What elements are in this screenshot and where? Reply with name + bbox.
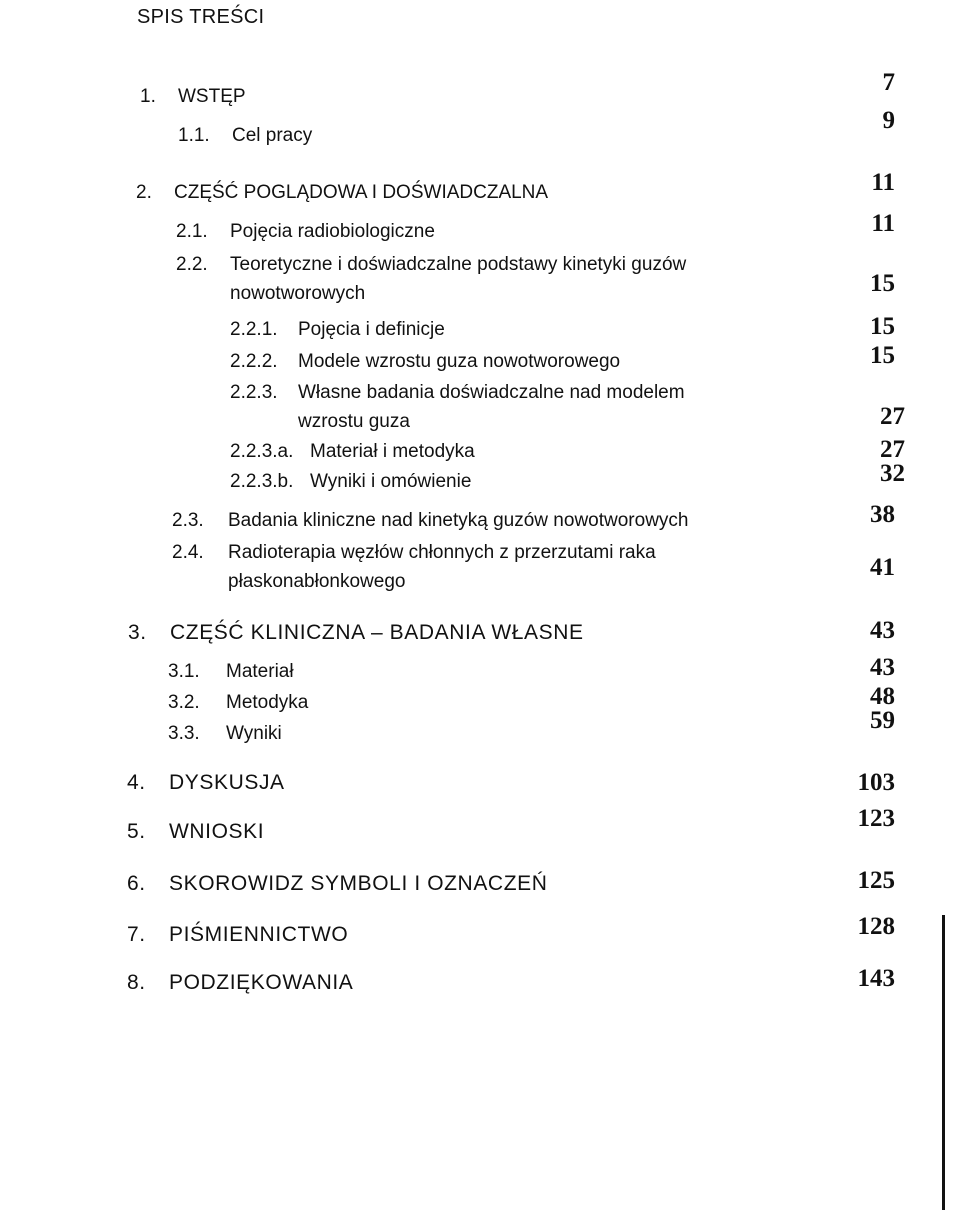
toc-number: 2. xyxy=(136,182,152,203)
toc-entry-2-4-cont: płaskonabłonkowego xyxy=(228,571,406,592)
toc-text: Materiał i metodyka xyxy=(310,441,475,462)
toc-page-number: 128 xyxy=(857,913,895,940)
toc-page-number: 41 xyxy=(870,554,895,581)
toc-text: Modele wzrostu guza nowotworowego xyxy=(298,351,621,372)
toc-text: CZĘŚĆ POGLĄDOWA I DOŚWIADCZALNA xyxy=(174,182,549,203)
toc-number: 2.2.3.a. xyxy=(230,441,294,462)
toc-page-number: 11 xyxy=(871,210,895,237)
toc-entry-2-2 xyxy=(176,253,686,277)
toc-text: Metodyka xyxy=(226,692,309,713)
toc-page-number: 125 xyxy=(857,867,895,894)
toc-entry-2-2-3-cont: wzrostu guza xyxy=(298,411,410,432)
toc-page-number: 59 xyxy=(870,707,895,734)
toc-entry-4 xyxy=(127,771,285,795)
toc-text: PODZIĘKOWANIA xyxy=(169,971,354,994)
toc-number: 7. xyxy=(127,923,146,946)
page-edge-line xyxy=(942,915,945,1210)
toc-number: 3.1. xyxy=(168,661,200,682)
toc-page-number: 48 xyxy=(870,683,895,710)
toc-page-number: 143 xyxy=(857,965,895,992)
toc-page-number: 43 xyxy=(870,654,895,681)
toc-text: Wyniki i omówienie xyxy=(310,471,472,492)
toc-text: Pojęcia i definicje xyxy=(298,319,445,340)
toc-number: 1. xyxy=(140,86,156,107)
toc-page-number: 15 xyxy=(870,342,895,369)
toc-page-number: 123 xyxy=(857,805,895,832)
toc-number: 2.3. xyxy=(172,510,204,531)
toc-page-number: 15 xyxy=(870,270,895,297)
toc-page-number: 32 xyxy=(880,460,905,487)
toc-text: DYSKUSJA xyxy=(169,771,285,794)
toc-number: 1.1. xyxy=(178,125,210,146)
toc-number: 2.2.1. xyxy=(230,319,278,340)
toc-text: Pojęcia radiobiologiczne xyxy=(230,221,435,242)
toc-page-number: 43 xyxy=(870,617,895,644)
toc-entry-7 xyxy=(127,923,348,947)
toc-entry-1 xyxy=(140,85,246,109)
toc-number: 2.4. xyxy=(172,542,204,563)
toc-entry-1-1 xyxy=(178,124,312,148)
toc-page-number: 7 xyxy=(882,69,895,96)
toc-entry-2 xyxy=(136,181,548,205)
toc-entry-2-1 xyxy=(176,220,435,244)
toc-text: WSTĘP xyxy=(178,86,246,107)
toc-page-number: 103 xyxy=(857,769,895,796)
toc-entry-3 xyxy=(128,621,584,645)
toc-text: Radioterapia węzłów chłonnych z przerzutami raka xyxy=(228,542,656,563)
toc-page-number: 15 xyxy=(870,313,895,340)
toc-number: 2.2. xyxy=(176,254,208,275)
toc-text: CZĘŚĆ KLINICZNA – BADANIA WŁASNE xyxy=(170,621,584,644)
toc-text: PIŚMIENNICTWO xyxy=(169,923,349,946)
toc-entry-2-2-1 xyxy=(230,318,445,342)
toc-text: SKOROWIDZ SYMBOLI I OZNACZEŃ xyxy=(169,872,548,895)
toc-number: 3.3. xyxy=(168,723,200,744)
toc-page-number: 27 xyxy=(880,436,905,463)
toc-number: 8. xyxy=(127,971,146,994)
toc-number: 2.1. xyxy=(176,221,208,242)
toc-number: 6. xyxy=(127,872,146,895)
toc-entry-2-2-3 xyxy=(230,381,685,405)
toc-page-number: 27 xyxy=(880,403,905,430)
toc-number: 3.2. xyxy=(168,692,200,713)
toc-entry-2-3 xyxy=(172,509,688,533)
toc-number: 2.2.2. xyxy=(230,351,278,372)
toc-entry-3-3 xyxy=(168,722,282,746)
toc-entry-2-2-cont: nowotworowych xyxy=(230,283,366,304)
toc-entry-2-2-3-a xyxy=(230,440,475,464)
toc-entry-5 xyxy=(127,820,264,844)
toc-number: 2.2.3. xyxy=(230,382,278,403)
toc-entry-8 xyxy=(127,971,353,995)
toc-text: Własne badania doświadczalne nad modelem xyxy=(298,382,685,403)
toc-page-number: 9 xyxy=(882,107,895,134)
toc-entry-3-2 xyxy=(168,691,308,715)
toc-number: 3. xyxy=(128,621,147,644)
toc-entry-2-2-2 xyxy=(230,350,620,374)
toc-entry-2-4 xyxy=(172,541,656,565)
toc-entry-3-1 xyxy=(168,660,294,684)
toc-number: 2.2.3.b. xyxy=(230,471,294,492)
toc-text: Teoretyczne i doświadczalne podstawy kinetyki guzów xyxy=(230,254,687,275)
toc-number: 5. xyxy=(127,820,146,843)
toc-page-number: 11 xyxy=(871,169,895,196)
toc-entry-2-2-3-b xyxy=(230,470,471,494)
toc-number: 4. xyxy=(127,771,146,794)
toc-entry-6 xyxy=(127,872,548,896)
toc-text: Materiał xyxy=(226,661,294,682)
toc-text: Badania kliniczne nad kinetyką guzów nowotworowych xyxy=(228,510,689,531)
toc-page-number: 38 xyxy=(870,501,895,528)
toc-text: Cel pracy xyxy=(232,125,313,146)
toc-text: WNIOSKI xyxy=(169,820,265,843)
toc-text: Wyniki xyxy=(226,723,282,744)
page-title: SPIS TREŚCI xyxy=(137,6,265,28)
